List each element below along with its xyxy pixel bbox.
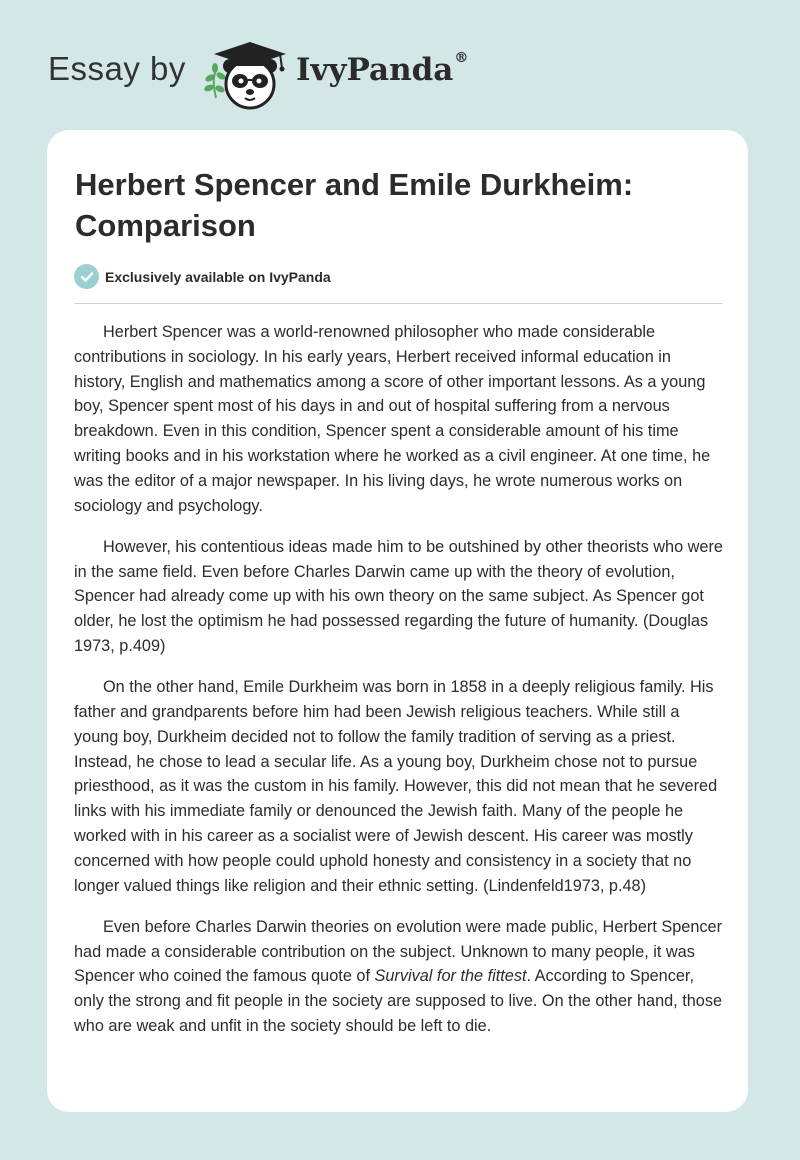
paragraph bbox=[74, 915, 724, 1039]
brand-name: IvyPanda bbox=[296, 52, 454, 88]
divider bbox=[74, 303, 722, 304]
essay-by-label: Essay by bbox=[48, 50, 186, 87]
paragraph: On the other hand, Emile Durkheim was born in 1858 in a deeply religious family. His father and grandparents before him had been Jewish religious teachers. While still a young boy, Durkheim decided not to follow the family tradition of serving as a priest. Instead, he chose to lead a secular life. As a young boy, Durkheim chose not to pursue priesthood, as it was the custom in his family. However, this did not mean that he severed links with his immediate family or denounced the Jewish faith. Many of the people he worked with in his career as a socialist were of Jewish descent. His career was mostly concerned with how people could uphold honesty and consistency in a society that no longer valued things like religion and their ethnic setting. (Lindenfeld1973, p.48) bbox=[74, 678, 718, 895]
checkmark-icon bbox=[74, 264, 99, 289]
paragraph: However, his contentious ideas made him to be outshined by other theorists who were in the same field. Even before Charles Darwin came up with the theory of evolution, Spencer had already come up with his own theory on the same subject. As Spencer got older, he lost the optimism he had possessed regarding the future of humanity. (Douglas 1973, p.409) bbox=[74, 537, 723, 655]
panda-graduate-icon[interactable] bbox=[200, 36, 292, 112]
article-body bbox=[74, 320, 724, 1055]
quote-emphasis: Survival for the fittest bbox=[374, 967, 527, 986]
leaf-icon bbox=[203, 63, 227, 98]
page-title: Herbert Spencer and Emile Durkheim: Comparison bbox=[75, 167, 634, 243]
registered-mark: ® bbox=[454, 50, 469, 66]
exclusive-badge bbox=[74, 264, 331, 289]
paragraph-text: . According to Spencer, only the strong and fit people in the society are supposed to live. On the other hand, those who are weak and unfit in the society should be left to die. bbox=[74, 967, 723, 1035]
article-card bbox=[47, 130, 748, 1112]
paragraph-text: Even before Charles Darwin theories on evolution were made public, Herbert Spencer had made a considerable contribution on the subject. Unknown to many people, it was Spencer who coined the famous quote of bbox=[74, 917, 723, 986]
paragraph: Herbert Spencer was a world-renowned philosopher who made considerable contributions in sociology. In his early years, Herbert received informal education in history, English and mathematics among a score of other important lessons. As a young boy, Spencer spent most of his days in and out of hospital suffering from a nervous breakdown. Even in this condition, Spencer spent a considerable amount of his time writing books and in his workstation where he worked as a civil engineer. At one time, he was the editor of a major newspaper. In his living days, he wrote numerous works on sociology and psychology. bbox=[74, 323, 711, 515]
brand-logo[interactable] bbox=[296, 52, 468, 88]
site-header bbox=[0, 0, 800, 130]
badge-label: Exclusively available on IvyPanda bbox=[105, 268, 331, 285]
